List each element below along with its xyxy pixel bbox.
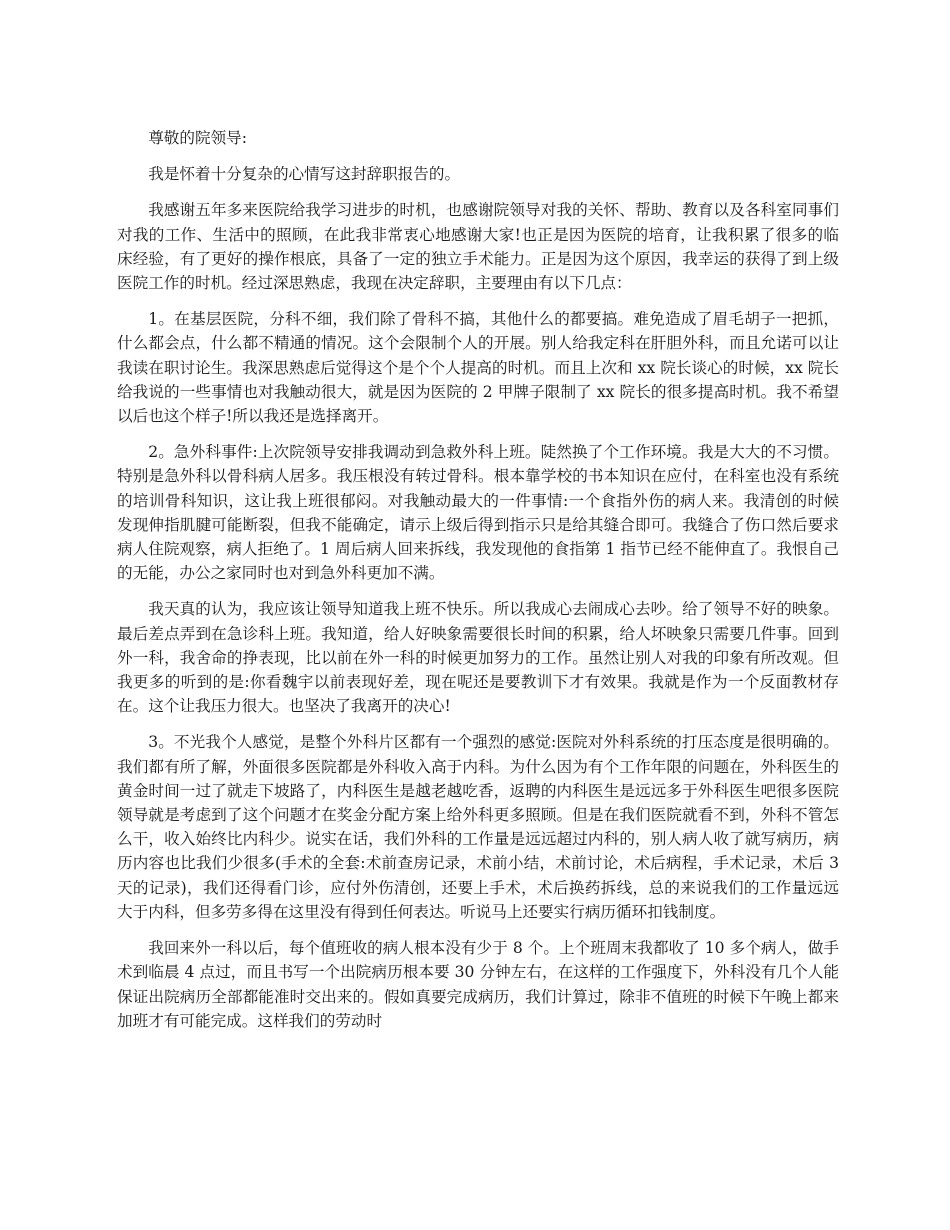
paragraph-intro: 我是怀着十分复杂的心情写这封辞职报告的。 (148, 165, 461, 184)
paragraph-reason-2-cont: 我天真的认为，我应该让领导知道我上班不快乐。所以我成心去闹成心去吵。给了领导不好的映象。最后差点弄到在急诊科上班。我知道，给人好映象需要很长时间的积累，给人坏映象只需要几件事。回到外一科，我舍命的挣表现，比以前在外一科的时候更加努力的工作。虽然让别人对我的印象有所改观。但我更多的听到的是:你看魏宇以前表现好差，现在呢还是要教训下才有效果。我就是作为一个反面教材存在。这个让我压力很大。也坚决了我离开的决心! (117, 600, 839, 716)
paragraph-reason-3: 3。不光我个人感觉，是整个外科片区都有一个强烈的感觉:医院对外科系统的打压态度是很明确的。我们都有所了解，外面很多医院都是外科收入高于内科。为什么因为有个工作年限的问题在，外科医生的黄金时间一过了就走下坡路了，内科医生是越老越吃香，返聘的内科医生是远远多于外科医生吧很多医院领导就是考虑到了这个问题才在奖金分配方案上给外科更多照顾。但是在我们医院就看不到，外科不管怎么干，收入始终比内科少。说实在话，我们外科的工作量是远远超过内科的，别人病人收了就写病历，病历内容也比我们少很多(手术的全套:术前查房记录，术前小结，术前讨论，术后病程，手术记录，术后 3 天的记录)，我们还得看门诊，应付外伤清创，还要上手术，术后换药拆线，总的来说我们的工作量远远大于内科，但多劳多得在这里没有得到任何表达。听说马上还要实行病历循环扣钱制度。 (117, 733, 839, 921)
paragraph-workload: 我回来外一科以后，每个值班收的病人根本没有少于 8 个。上个班周末我都收了 10 多个病人，做手术到临晨 4 点过，而且书写一个出院病历根本要 30 分钟左右，在这样的工作强度下，外科没有几个人能保证出院病历全部都能准时交出来的。假如真要完成病历，我们计算过，除非不值班的时候下午晚上都来加班才有可能完成。这样我们的劳动时 (117, 939, 839, 1030)
paragraph-reason-2: 2。急外科事件:上次院领导安排我调动到急救外科上班。陡然换了个工作环境。我是大大的不习惯。特别是急外科以骨科病人居多。我压根没有转过骨科。根本靠学校的书本知识在应付，在科室也没有系统的培训骨科知识，这让我上班很郁闷。对我触动最大的一件事情:一个食指外伤的病人来。我清创的时候发现伸指肌腱可能断裂，但我不能确定，请示上级后得到指示只是给其缝合即可。我缝合了伤口然后要求病人住院观察，病人拒绝了。1 周后病人回来拆线，我发现他的食指第 1 指节已经不能伸直了。我恨自己的无能，办公之家同时也对到急外科更加不满。 (117, 443, 839, 583)
salutation: 尊敬的院领导: (148, 129, 248, 147)
paragraph-reason-1: 1。在基层医院，分科不细，我们除了骨科不搞，其他什么的都要搞。难免造成了眉毛胡子一把抓，什么都会点，什么都不精通的情况。这个会限制个人的开展。别人给我定科在肝胆外科，而且允诺可以让我读在职讨论生。我深思熟虑后觉得这个是个个人提高的时机。而且上次和 xx 院长谈心的时候，xx 院长给我说的一些事情也对我触动很大，就是因为医院的 2 甲牌子限制了 xx 院长的很多提高时机。我不希望以后也这个样子!所以我还是选择离开。 (117, 310, 839, 426)
resignation-letter (117, 126, 839, 1045)
paragraph-thanks: 我感谢五年多来医院给我学习进步的时机，也感谢院领导对我的关怀、帮助、教育以及各科室同事们对我的工作、生活中的照顾，在此我非常衷心地感谢大家!也正是因为医院的培育，让我积累了很多的临床经验，有了更好的操作根底，具备了一定的独立手术能力。正是因为这个原因，我幸运的获得了到上级医院工作的时机。经过深思熟虑，我现在决定辞职，主要理由有以下几点： (117, 201, 839, 293)
